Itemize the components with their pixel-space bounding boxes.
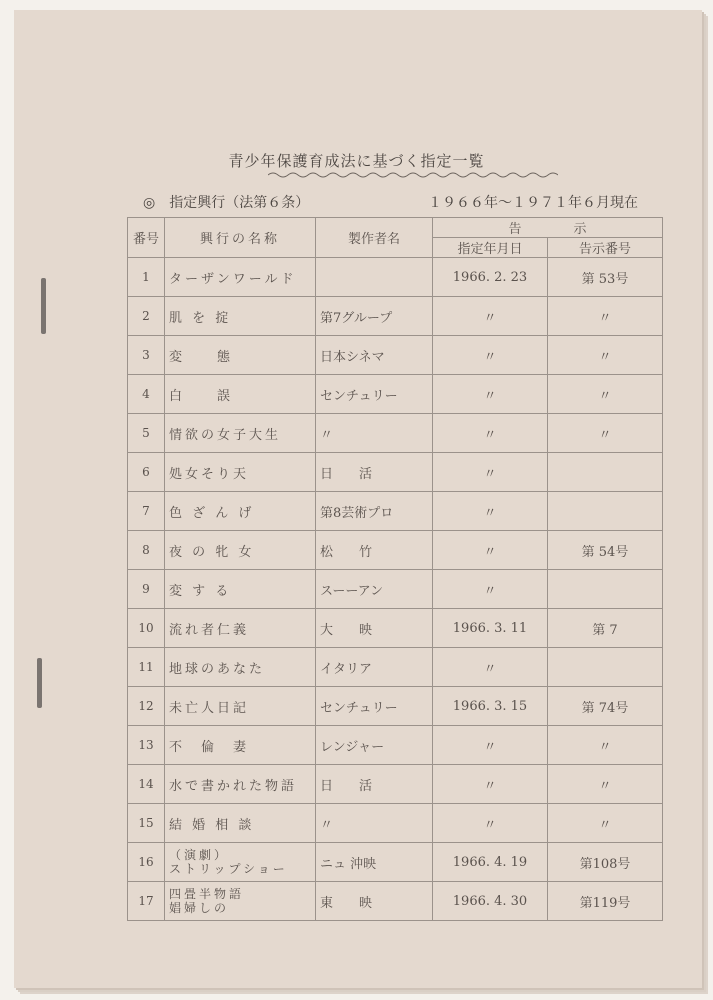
row-notice-number: 〃 — [548, 375, 663, 414]
row-title: 変 態 — [165, 336, 316, 375]
row-notice-number — [548, 453, 663, 492]
row-date: 〃 — [433, 336, 548, 375]
row-notice-number: 第108号 — [548, 843, 663, 882]
row-producer: 東 映 — [316, 882, 433, 921]
row-title: 地球のあなた — [165, 648, 316, 687]
row-title-line1: 四畳半物語 — [169, 887, 245, 901]
row-title: 夜 の 牝 女 — [165, 531, 316, 570]
row-number: 7 — [128, 492, 165, 531]
row-date: 〃 — [433, 804, 548, 843]
row-number: 5 — [128, 414, 165, 453]
row-date: 〃 — [433, 492, 548, 531]
row-number: 15 — [128, 804, 165, 843]
row-producer: 第7グループ — [316, 297, 433, 336]
row-notice-number: 第 54号 — [548, 531, 663, 570]
table-row — [128, 414, 663, 453]
row-producer: 〃 — [316, 414, 433, 453]
row-producer: 第8芸術プロ — [316, 492, 433, 531]
table-row — [128, 687, 663, 726]
table-row — [128, 609, 663, 648]
row-notice-number: 第 74号 — [548, 687, 663, 726]
row-producer: イタリア — [316, 648, 433, 687]
table-row — [128, 765, 663, 804]
row-title: 白 誤 — [165, 375, 316, 414]
row-title-line2: 娼婦しの — [169, 901, 230, 915]
row-producer: センチュリー — [316, 687, 433, 726]
row-title-line2: ストリップショー — [169, 862, 288, 876]
header-title: 興行の名称 — [165, 218, 316, 258]
row-title: 結 婚 相 談 — [165, 804, 316, 843]
designation-table — [127, 217, 663, 921]
table-row — [128, 336, 663, 375]
row-date: 1966. 3. 11 — [433, 609, 548, 648]
table-row — [128, 570, 663, 609]
row-number: 8 — [128, 531, 165, 570]
row-producer — [316, 258, 433, 297]
row-title: 流れ者仁義 — [165, 609, 316, 648]
row-date: 1966. 4. 19 — [433, 843, 548, 882]
row-producer: レンジャー — [316, 726, 433, 765]
row-number: 16 — [128, 843, 165, 882]
table-row — [128, 297, 663, 336]
table-row — [128, 843, 663, 882]
document-title: 青少年保護育成法に基づく指定一覧 — [228, 152, 485, 170]
table-row — [128, 492, 663, 531]
row-date: 〃 — [433, 531, 548, 570]
row-number: 1 — [128, 258, 165, 297]
row-notice-number: 第 53号 — [548, 258, 663, 297]
row-notice-number — [548, 492, 663, 531]
row-title: 肌 を 掟 — [165, 297, 316, 336]
row-number: 2 — [128, 297, 165, 336]
header-notice: 告 示 — [433, 218, 663, 238]
row-title: 情欲の女子大生 — [165, 414, 316, 453]
row-notice-number: 〃 — [548, 804, 663, 843]
row-title-line1: （演劇） — [169, 848, 230, 862]
row-number: 6 — [128, 453, 165, 492]
table-row — [128, 726, 663, 765]
row-producer: 日 活 — [316, 765, 433, 804]
row-date: 1966. 3. 15 — [433, 687, 548, 726]
row-producer: スーーアン — [316, 570, 433, 609]
row-date: 1966. 2. 23 — [433, 258, 548, 297]
row-notice-number: 〃 — [548, 414, 663, 453]
row-title: ターザンワールド — [165, 258, 316, 297]
row-title: 変 す る — [165, 570, 316, 609]
row-number: 13 — [128, 726, 165, 765]
row-number: 17 — [128, 882, 165, 921]
staple — [41, 278, 46, 334]
row-producer: 〃 — [316, 804, 433, 843]
row-number: 4 — [128, 375, 165, 414]
header-number: 告示番号 — [548, 238, 663, 258]
row-producer: 日本シネマ — [316, 336, 433, 375]
table-row — [128, 882, 663, 921]
staple — [37, 658, 42, 708]
row-number: 14 — [128, 765, 165, 804]
header-date: 指定年月日 — [433, 238, 548, 258]
row-producer: 日 活 — [316, 453, 433, 492]
row-date: 〃 — [433, 726, 548, 765]
row-notice-number: 〃 — [548, 765, 663, 804]
row-date: 1966. 4. 30 — [433, 882, 548, 921]
row-producer: 大 映 — [316, 609, 433, 648]
table-row — [128, 375, 663, 414]
table-row — [128, 648, 663, 687]
row-number: 10 — [128, 609, 165, 648]
table-row — [128, 531, 663, 570]
row-producer: ニュ 沖映 — [316, 843, 433, 882]
row-notice-number: 〃 — [548, 726, 663, 765]
row-notice-number: 〃 — [548, 297, 663, 336]
row-notice-number — [548, 648, 663, 687]
header-producer: 製作者名 — [316, 218, 433, 258]
title-underline — [268, 171, 558, 179]
table-row — [128, 258, 663, 297]
row-number: 11 — [128, 648, 165, 687]
row-date: 〃 — [433, 765, 548, 804]
row-number: 12 — [128, 687, 165, 726]
row-producer: 松 竹 — [316, 531, 433, 570]
row-notice-number: 第119号 — [548, 882, 663, 921]
header-no: 番号 — [128, 218, 165, 258]
row-date: 〃 — [433, 570, 548, 609]
row-title: 水で書かれた物語 — [165, 765, 316, 804]
row-date: 〃 — [433, 648, 548, 687]
row-notice-number — [548, 570, 663, 609]
row-title — [165, 882, 316, 921]
row-title: 未亡人日記 — [165, 687, 316, 726]
row-date: 〃 — [433, 297, 548, 336]
row-date: 〃 — [433, 453, 548, 492]
row-date: 〃 — [433, 414, 548, 453]
date-range: １９６６年〜１９７１年６月現在 — [428, 195, 638, 211]
row-number: 9 — [128, 570, 165, 609]
row-title: 不 倫 妻 — [165, 726, 316, 765]
table-row — [128, 804, 663, 843]
row-date: 〃 — [433, 375, 548, 414]
row-title — [165, 843, 316, 882]
row-producer: センチュリー — [316, 375, 433, 414]
section-heading: ◎ 指定興行（法第６条） — [143, 195, 310, 211]
row-title: 色 ざ ん げ — [165, 492, 316, 531]
table-row — [128, 453, 663, 492]
row-title: 処女そり天 — [165, 453, 316, 492]
row-number: 3 — [128, 336, 165, 375]
row-notice-number: 第 7 — [548, 609, 663, 648]
row-notice-number: 〃 — [548, 336, 663, 375]
